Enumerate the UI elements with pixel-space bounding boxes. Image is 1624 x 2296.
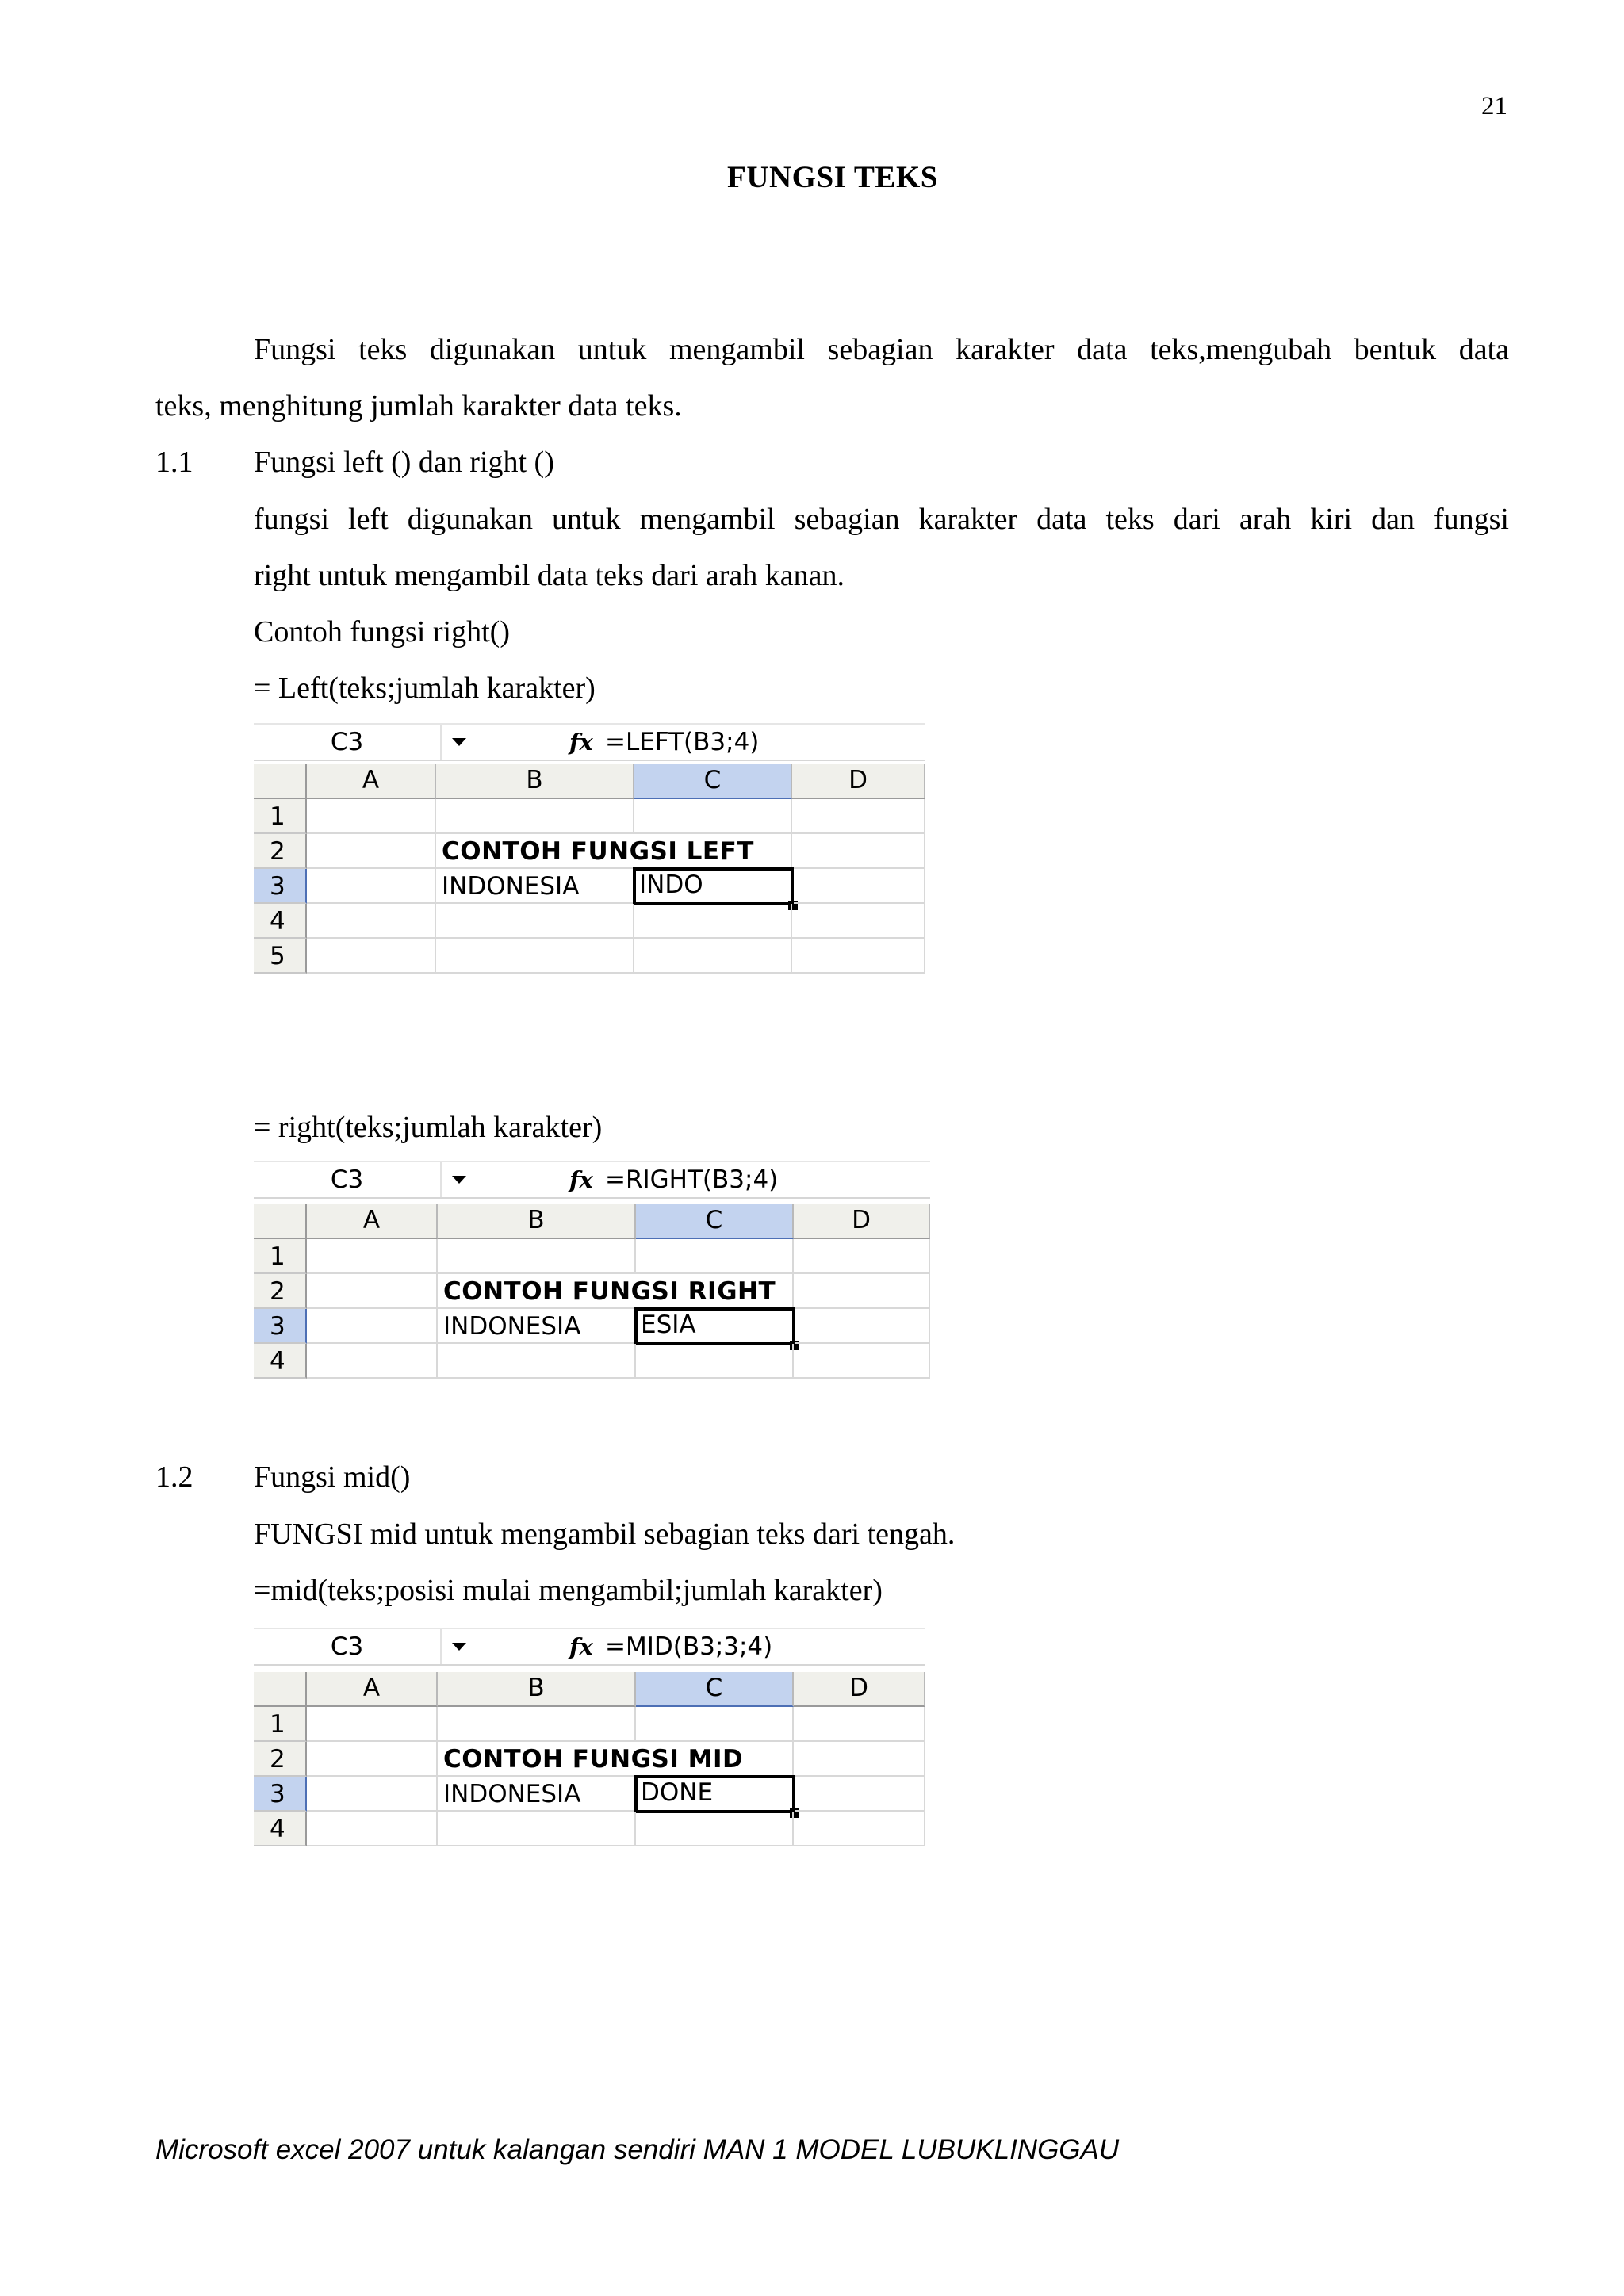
cell[interactable] bbox=[636, 1742, 794, 1777]
section-1-2-number: 1.2 bbox=[155, 1460, 193, 1494]
row-header-5[interactable]: 5 bbox=[254, 939, 307, 974]
cell[interactable] bbox=[636, 1274, 794, 1309]
cell[interactable] bbox=[636, 1239, 794, 1274]
cell[interactable] bbox=[794, 1274, 930, 1309]
formula-bar bbox=[254, 723, 925, 761]
cell-b3[interactable]: INDONESIA bbox=[436, 869, 634, 904]
cell[interactable] bbox=[307, 1239, 438, 1274]
cell[interactable] bbox=[794, 1707, 925, 1742]
cell[interactable] bbox=[307, 869, 436, 904]
cell-b2[interactable]: CONTOH FUNGSI MID bbox=[438, 1742, 636, 1777]
cell[interactable] bbox=[794, 1239, 930, 1274]
row-header-1[interactable]: 1 bbox=[254, 799, 307, 834]
cell[interactable] bbox=[792, 939, 925, 974]
cell[interactable] bbox=[636, 1707, 794, 1742]
section-1-1-number: 1.1 bbox=[155, 446, 193, 479]
row-header-4[interactable]: 4 bbox=[254, 1344, 307, 1379]
cell[interactable] bbox=[307, 1344, 438, 1379]
row-header-4[interactable]: 4 bbox=[254, 904, 307, 939]
column-header-d[interactable]: D bbox=[794, 1204, 930, 1239]
chevron-down-icon[interactable] bbox=[452, 1643, 466, 1651]
cell[interactable] bbox=[792, 834, 925, 869]
formula-input[interactable]: =MID(B3;3;4) bbox=[605, 1632, 773, 1661]
cell[interactable] bbox=[794, 1812, 925, 1846]
cell[interactable] bbox=[307, 1812, 438, 1846]
row-header-2[interactable]: 2 bbox=[254, 834, 307, 869]
formula-input[interactable]: =LEFT(B3;4) bbox=[605, 728, 760, 756]
left-syntax: = Left(teks;jumlah karakter) bbox=[254, 672, 596, 705]
cell[interactable] bbox=[307, 904, 436, 939]
spreadsheet-right-example bbox=[254, 1161, 930, 1381]
row-header-2[interactable]: 2 bbox=[254, 1274, 307, 1309]
select-all-corner[interactable] bbox=[254, 1672, 307, 1707]
cell[interactable] bbox=[636, 1344, 794, 1379]
example-label: Contoh fungsi right() bbox=[254, 615, 510, 649]
name-box[interactable]: C3 bbox=[254, 1629, 442, 1664]
cell[interactable] bbox=[795, 1777, 925, 1812]
name-box[interactable]: C3 bbox=[254, 725, 442, 760]
cell-b3[interactable]: INDONESIA bbox=[438, 1309, 636, 1344]
cell[interactable] bbox=[792, 799, 925, 834]
cell[interactable] bbox=[634, 939, 792, 974]
function-icon[interactable]: fx bbox=[569, 729, 593, 756]
cell[interactable] bbox=[436, 799, 634, 834]
mid-syntax: =mid(teks;posisi mulai mengambil;jumlah karakter) bbox=[254, 1574, 883, 1607]
function-icon[interactable]: fx bbox=[569, 1166, 593, 1193]
footer-text: Microsoft excel 2007 untuk kalangan sendiri MAN 1 MODEL LUBUKLINGGAU bbox=[155, 2134, 1120, 2165]
column-header-a[interactable]: A bbox=[307, 764, 436, 799]
section-1-1-desc-line-1: fungsi left digunakan untuk mengambil sebagian karakter data teks dari arah kiri dan fungsi bbox=[254, 503, 1509, 536]
column-header-d[interactable]: D bbox=[792, 764, 925, 799]
section-1-2-desc: FUNGSI mid untuk mengambil sebagian teks dari tengah. bbox=[254, 1517, 956, 1551]
intro-line-1: Fungsi teks digunakan untuk mengambil sebagian karakter data teks,mengubah bentuk data bbox=[254, 333, 1509, 366]
cell[interactable] bbox=[438, 1707, 636, 1742]
cell[interactable] bbox=[634, 799, 792, 834]
cell-b2[interactable]: CONTOH FUNGSI RIGHT bbox=[438, 1274, 636, 1309]
cell-b3[interactable]: INDONESIA bbox=[438, 1777, 636, 1812]
column-header-b[interactable]: B bbox=[436, 764, 634, 799]
cell-c3-active[interactable]: DONE bbox=[634, 1775, 795, 1813]
row-header-2[interactable]: 2 bbox=[254, 1742, 307, 1777]
cell[interactable] bbox=[794, 1742, 925, 1777]
intro-line-2: teks, menghitung jumlah karakter data teks. bbox=[155, 389, 682, 423]
cell[interactable] bbox=[636, 1812, 794, 1846]
column-header-c[interactable]: C bbox=[636, 1672, 794, 1707]
cell[interactable] bbox=[436, 904, 634, 939]
select-all-corner[interactable] bbox=[254, 764, 307, 799]
cell[interactable] bbox=[307, 834, 436, 869]
spreadsheet-mid-example bbox=[254, 1628, 925, 1848]
name-box[interactable]: C3 bbox=[254, 1162, 442, 1197]
cell[interactable] bbox=[307, 1309, 438, 1344]
row-header-3[interactable]: 3 bbox=[254, 1777, 307, 1812]
column-header-a[interactable]: A bbox=[307, 1204, 438, 1239]
row-header-3[interactable]: 3 bbox=[254, 869, 307, 904]
chevron-down-icon[interactable] bbox=[452, 1176, 466, 1184]
section-1-2-heading: Fungsi mid() bbox=[254, 1460, 411, 1494]
formula-bar bbox=[254, 1161, 930, 1199]
cell[interactable] bbox=[307, 1777, 438, 1812]
select-all-corner[interactable] bbox=[254, 1204, 307, 1239]
cell[interactable] bbox=[438, 1344, 636, 1379]
cell[interactable] bbox=[794, 869, 925, 904]
cell[interactable] bbox=[438, 1812, 636, 1846]
cell[interactable] bbox=[307, 799, 436, 834]
column-header-a[interactable]: A bbox=[307, 1672, 438, 1707]
cell-c3-active[interactable]: INDO bbox=[633, 867, 794, 905]
column-header-c[interactable]: C bbox=[636, 1204, 794, 1239]
row-header-1[interactable]: 1 bbox=[254, 1707, 307, 1742]
section-1-1-heading: Fungsi left () dan right () bbox=[254, 446, 554, 479]
cell-c3-active[interactable]: ESIA bbox=[634, 1307, 795, 1345]
section-1-1-desc-line-2: right untuk mengambil data teks dari arah kanan. bbox=[254, 559, 845, 592]
cell[interactable] bbox=[307, 1742, 438, 1777]
cell[interactable] bbox=[792, 904, 925, 939]
row-header-4[interactable]: 4 bbox=[254, 1812, 307, 1846]
cell[interactable] bbox=[795, 1309, 930, 1344]
row-header-3[interactable]: 3 bbox=[254, 1309, 307, 1344]
function-icon[interactable]: fx bbox=[569, 1633, 593, 1660]
cell[interactable] bbox=[634, 834, 792, 869]
cell[interactable] bbox=[794, 1344, 930, 1379]
cell[interactable] bbox=[307, 1707, 438, 1742]
column-header-d[interactable]: D bbox=[794, 1672, 925, 1707]
page-title: FUNGSI TEKS bbox=[727, 160, 938, 194]
cell-b2[interactable]: CONTOH FUNGSI LEFT bbox=[436, 834, 634, 869]
column-header-c[interactable]: C bbox=[634, 764, 792, 799]
cell[interactable] bbox=[634, 904, 792, 939]
page-number: 21 bbox=[1481, 92, 1507, 121]
formula-bar bbox=[254, 1628, 925, 1666]
chevron-down-icon[interactable] bbox=[452, 738, 466, 746]
row-header-1[interactable]: 1 bbox=[254, 1239, 307, 1274]
formula-input[interactable]: =RIGHT(B3;4) bbox=[605, 1165, 779, 1194]
cell[interactable] bbox=[307, 1274, 438, 1309]
cell[interactable] bbox=[436, 939, 634, 974]
column-header-b[interactable]: B bbox=[438, 1204, 636, 1239]
cell[interactable] bbox=[438, 1239, 636, 1274]
spreadsheet-left-example bbox=[254, 723, 925, 978]
cell[interactable] bbox=[307, 939, 436, 974]
right-syntax: = right(teks;jumlah karakter) bbox=[254, 1111, 603, 1144]
column-header-b[interactable]: B bbox=[438, 1672, 636, 1707]
